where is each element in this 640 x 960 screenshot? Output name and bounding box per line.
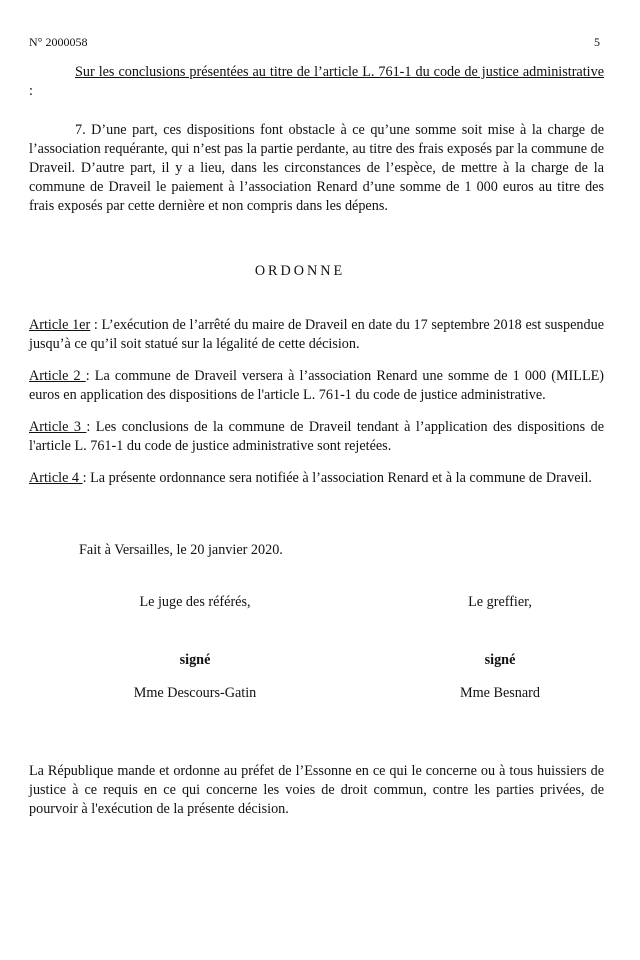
article-1-text: : L’exécution de l’arrêté du maire de Draveil en date du 17 septembre 2018 est suspendue jusqu’à ce qu’il soit statué sur la légalité de cette décision. — [29, 317, 605, 352]
heading-tail: : — [29, 83, 33, 99]
judge-signed: signé — [179, 652, 211, 668]
article-2-label: Article 2 — [29, 368, 86, 384]
formule-executoire: La République mande et ordonne au préfet de l’Essonne en ce qui le concerne ou à tous huissiers de justice à ce requis en ce qui concerne les voies de droit commun, contre les parties privées, de pourvoir à l'exécution de la présente décision. — [29, 763, 604, 817]
page-header — [29, 33, 600, 49]
conclusions-heading — [29, 63, 604, 101]
article-2-text: : La commune de Draveil versera à l’association Renard une somme de 1 000 (MILLE) euros en application des dispositions de l'article L. 761-1 du code de justice administrative. — [29, 368, 605, 403]
signature-place: Fait à Versailles, le 20 janvier 2020. — [79, 542, 283, 558]
article-1 — [29, 316, 604, 354]
signature-judge — [95, 593, 295, 703]
signature-clerk — [400, 593, 600, 703]
article-3-text: : Les conclusions de la commune de Draveil tendant à l’application des dispositions de l'article L. 761-1 du code de justice administrative sont rejetées. — [29, 419, 604, 454]
clerk-signed: signé — [484, 652, 516, 668]
paragraph-7: 7. D’une part, ces dispositions font obstacle à ce qu’une somme soit mise à la charge de l’association requérante, qui n’est pas la partie perdante, au titre des frais exposés par la commune de Draveil. D’autre part, il y a lieu, dans les circonstances de l’espèce, de mettre à la charge de la commune de Draveil le paiement à l’association Renard d’une somme de 1 000 euros au titre des frais exposés par cette dernière et non compris dans les dépens. — [29, 122, 604, 214]
article-4-text: : La présente ordonnance sera notifiée à l’association Renard et à la commune de Draveil. — [82, 470, 592, 486]
case-number: N° 2000058 — [29, 35, 88, 49]
article-4-label: Article 4 — [29, 470, 83, 486]
judge-name: Mme Descours-Gatin — [133, 685, 257, 701]
judge-role: Le juge des référés, — [139, 594, 251, 610]
article-1-label: Article 1er — [29, 317, 91, 333]
heading-underlined: Sur les conclusions présentées au titre de l’article L. 761-1 du code de justice administrative — [75, 64, 604, 80]
clerk-role: Le greffier, — [468, 594, 532, 610]
article-4 — [29, 469, 604, 488]
article-3 — [29, 418, 604, 456]
clerk-name: Mme Besnard — [460, 685, 540, 701]
ordonne-title: ORDONNE — [254, 263, 346, 279]
page-number: 5 — [594, 35, 600, 49]
article-3-label: Article 3 — [29, 419, 87, 435]
article-2 — [29, 367, 604, 405]
